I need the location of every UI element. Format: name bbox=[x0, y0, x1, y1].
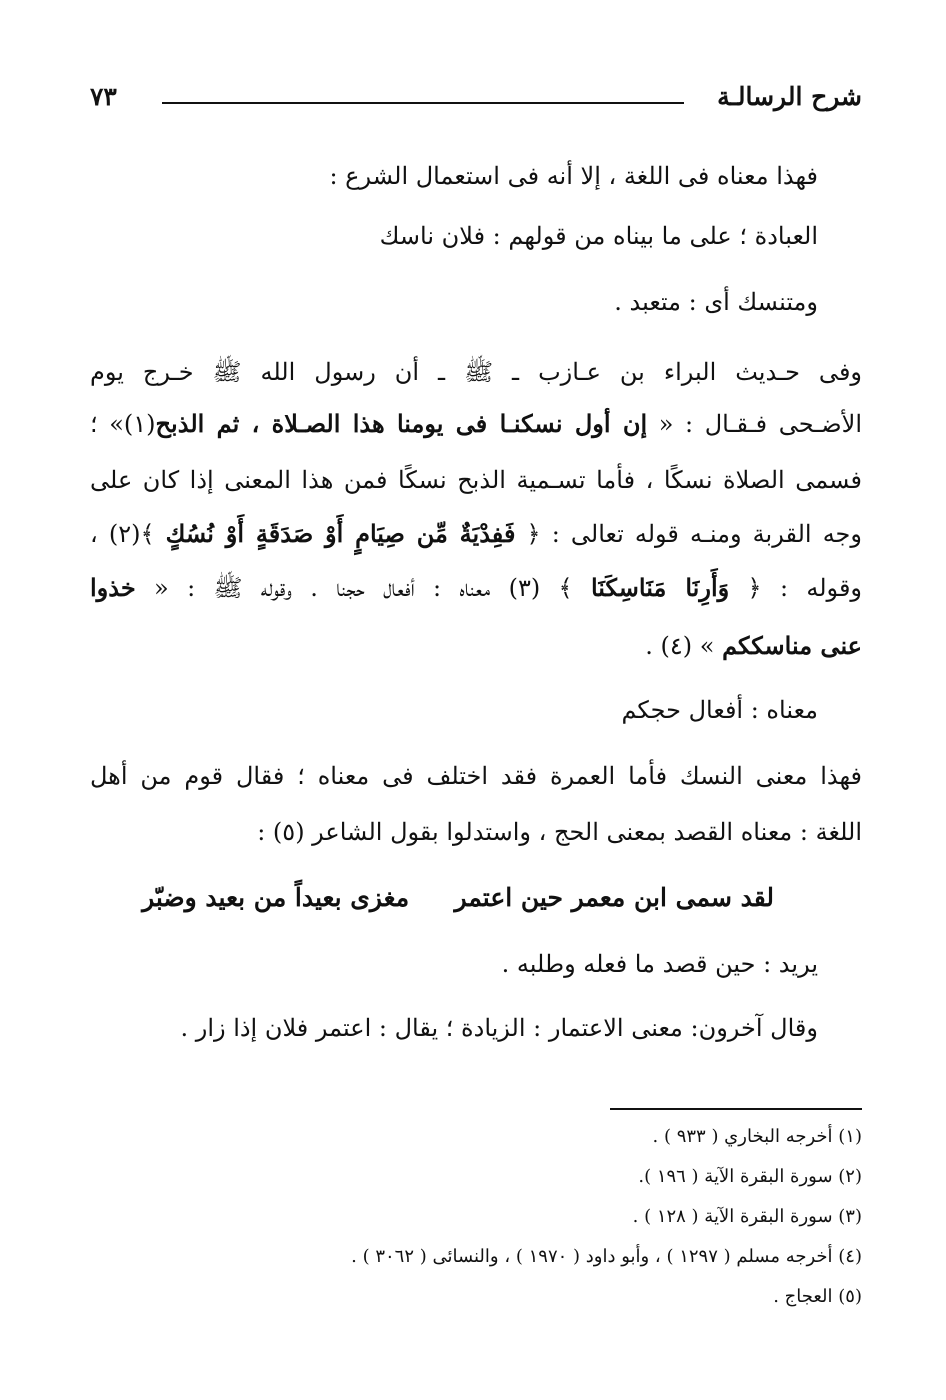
text-line: اللغة : معناه القصد بمعنى الحج ، واستدلوا بقول الشاعر (٥) : bbox=[257, 818, 862, 846]
text-line: عنى مناسككم » (٤) . bbox=[645, 631, 862, 660]
text-line: وقال آخرون: معنى الاعتمار : الزيادة ؛ يقال : اعتمر فلان إذا زار . bbox=[180, 1014, 818, 1042]
text-line: فهذا معناه فى اللغة ، إلا أنه فى استعمال الشرع : bbox=[329, 162, 818, 190]
footnote: (١) أخرجه البخاري ( ٩٣٣ ) . bbox=[652, 1126, 862, 1147]
quran-verse: وَأَرِنَا مَنَاسِكَنَا bbox=[590, 573, 730, 602]
hadith-quote: إن أول نسكنـا فى يومنا هذا الصـلاة ، ثم الذبح bbox=[155, 409, 648, 438]
footnote-rule bbox=[610, 1108, 862, 1110]
footnote: (٥) العجاج . bbox=[773, 1286, 862, 1307]
quran-verse: فَفِدْيَةٌ مِّن صِيَامٍ أَوْ صَدَقَةٍ أَوْ نُسُكٍ bbox=[165, 519, 516, 548]
text-line: وقوله : ﴿ وَأَرِنَا مَنَاسِكَنَا ﴾ (٣) معناه : أفعال حجنا . وقوله ﷺ : « خذوا bbox=[90, 573, 862, 602]
text-line: العبادة ؛ على ما بيناه من قولهم : فلان ناسك bbox=[379, 222, 818, 250]
text-line: الأضـحى فـقـال : « إن أول نسكنـا فى يومنا هذا الصـلاة ، ثم الذبح(١)» ؛ bbox=[90, 409, 862, 438]
hadith-quote: عنى مناسككم bbox=[722, 631, 862, 660]
second-hemistich: مغزى بعيداً من بعيد وضبّر bbox=[142, 883, 410, 912]
text-line: يريد : حين قصد ما فعله وطلبه . bbox=[501, 950, 818, 978]
poem-verse bbox=[142, 878, 774, 918]
text-line: معناه : أفعال حجكم bbox=[621, 696, 818, 724]
text-line: وفى حـديث البراء بن عـازب ـ ﷺ ـ أن رسول الله ﷺ خـرج يوم bbox=[90, 358, 863, 386]
text-line: فسمى الصلاة نسكًا ، فأما تسـمية الذبح نسكًا فمن هذا المعنى إذا كان على bbox=[90, 466, 862, 494]
text-line: فهذا معنى النسك فأما العمرة فقد اختلف فى معناه ؛ فقال قوم من أهل bbox=[90, 762, 862, 790]
header-rule bbox=[162, 102, 684, 104]
page-header bbox=[90, 82, 862, 122]
footnote: (٣) سورة البقرة الآية ( ١٢٨ ) . bbox=[632, 1206, 862, 1227]
first-hemistich: لقد سمى ابن معمر حين اعتمر bbox=[454, 883, 774, 912]
page-number: ٧٣ bbox=[90, 82, 117, 111]
hadith-quote: خذوا bbox=[90, 573, 136, 602]
text-line: وجه القربة ومنـه قوله تعالى : ﴿ فَفِدْيَةٌ مِّن صِيَامٍ أَوْ صَدَقَةٍ أَوْ نُسُكٍ ﴾(٢) ، bbox=[90, 519, 862, 548]
footnote: (٤) أخرجه مسلم ( ١٢٩٧ ) ، وأبو داود ( ١٩٧٠ ) ، والنسائى ( ٣٠٦٢ ) . bbox=[351, 1246, 862, 1267]
footnote: (٢) سورة البقرة الآية ( ١٩٦ ). bbox=[638, 1166, 862, 1187]
text-line: ومتنسك أى : متعبد . bbox=[614, 288, 818, 316]
running-title: شرح الرسالـة bbox=[717, 82, 862, 111]
